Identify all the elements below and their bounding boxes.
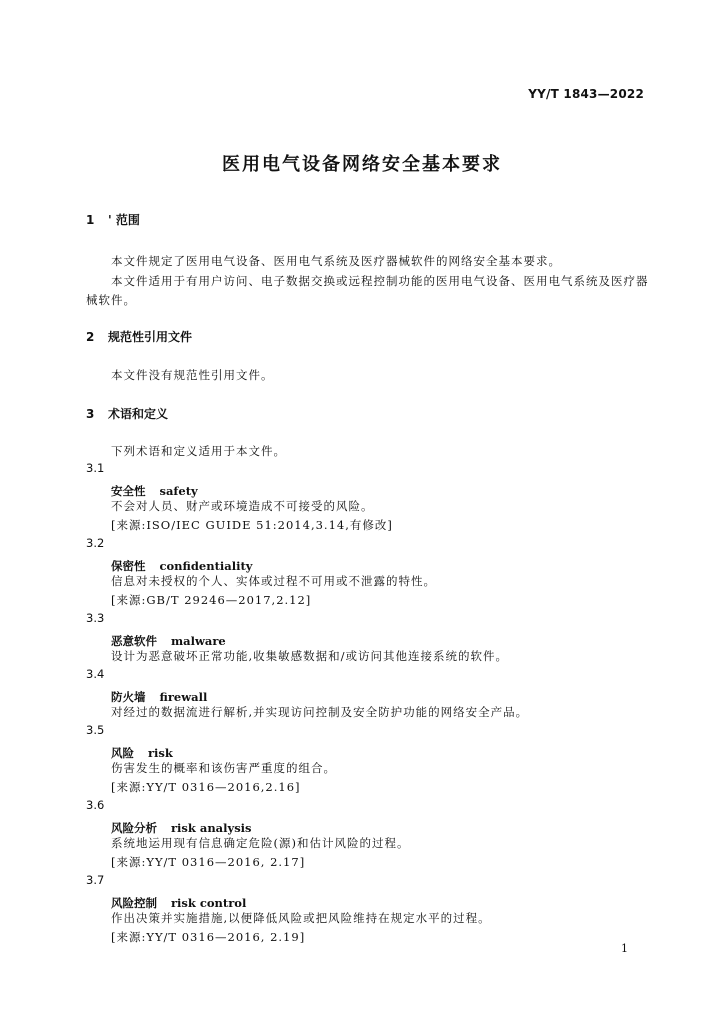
term-source: [来源:GB/T 29246—2017,2.12] [111,593,312,607]
term-en: malware [171,634,226,648]
term-number: 3.2 [86,536,105,550]
paragraph: 本文件规定了医用电气设备、医用电气系统及医疗器械软件的网络安全基本要求。 [111,254,561,268]
term-definition: 系统地运用现有信息确定危险(源)和估计风险的过程。 [111,836,410,850]
term-source: [来源:YY/T 0316—2016,2.16] [111,780,301,794]
term-heading [111,892,246,911]
document-title: 医用电气设备网络安全基本要求 [222,154,502,175]
section-number: 3 [86,407,95,421]
term-zh: 风险控制 [111,896,157,910]
term-number: 3.3 [86,611,105,625]
standard-code: YY/T 1843—2022 [528,87,644,101]
paragraph-continuation: 械软件。 [86,293,136,307]
term-definition: 信息对未授权的个人、实体或过程不可用或不泄露的特性。 [111,574,436,588]
paragraph: 本文件没有规范性引用文件。 [111,368,274,382]
term-heading [111,555,252,574]
section-title: 术语和定义 [108,407,169,421]
term-source: [来源:YY/T 0316—2016, 2.19] [111,930,306,944]
term-en: risk control [171,896,247,910]
term-zh: 风险分析 [111,821,157,835]
section-number: 1 [86,213,95,227]
section-title: ' 范围 [108,213,140,227]
paragraph: 本文件适用于有用户访问、电子数据交换或远程控制功能的医用电气设备、医用电气系统及医疗器 [111,274,649,288]
term-definition: 作出决策并实施措施,以便降低风险或把风险维持在规定水平的过程。 [111,911,491,925]
term-zh: 保密性 [111,559,146,573]
term-heading [111,686,207,705]
page-number: 1 [621,942,628,955]
term-zh: 恶意软件 [111,634,157,648]
section-2-heading [86,328,192,345]
term-zh: 防火墙 [111,690,146,704]
term-number: 3.4 [86,667,105,681]
term-heading [111,817,252,836]
section-number: 2 [86,330,95,344]
section-3-heading [86,405,168,422]
section-title: 规范性引用文件 [108,330,193,344]
term-number: 3.7 [86,873,105,887]
term-definition: 伤害发生的概率和该伤害严重度的组合。 [111,761,336,775]
term-number: 3.6 [86,798,105,812]
term-en: safety [159,484,198,498]
term-number: 3.5 [86,723,105,737]
term-definition: 设计为恶意破坏正常功能,收集敏感数据和/或访问其他连接系统的软件。 [111,649,509,663]
paragraph: 下列术语和定义适用于本文件。 [111,444,286,458]
term-heading [111,480,198,499]
term-en: confidentiality [159,559,253,573]
term-en: risk [148,746,173,760]
term-source: [来源:YY/T 0316—2016, 2.17] [111,855,306,869]
term-en: risk analysis [171,821,252,835]
term-definition: 对经过的数据流进行解析,并实现访问控制及安全防护功能的网络安全产品。 [111,705,529,719]
term-zh: 安全性 [111,484,146,498]
term-heading [111,630,226,649]
term-definition: 不会对人员、财产或环境造成不可接受的风险。 [111,499,374,513]
term-zh: 风险 [111,746,134,760]
section-1-heading [86,211,140,228]
term-en: firewall [159,690,208,704]
term-heading [111,742,173,761]
term-source: [来源:ISO/IEC GUIDE 51:2014,3.14,有修改] [111,518,393,532]
term-number: 3.1 [86,461,105,475]
